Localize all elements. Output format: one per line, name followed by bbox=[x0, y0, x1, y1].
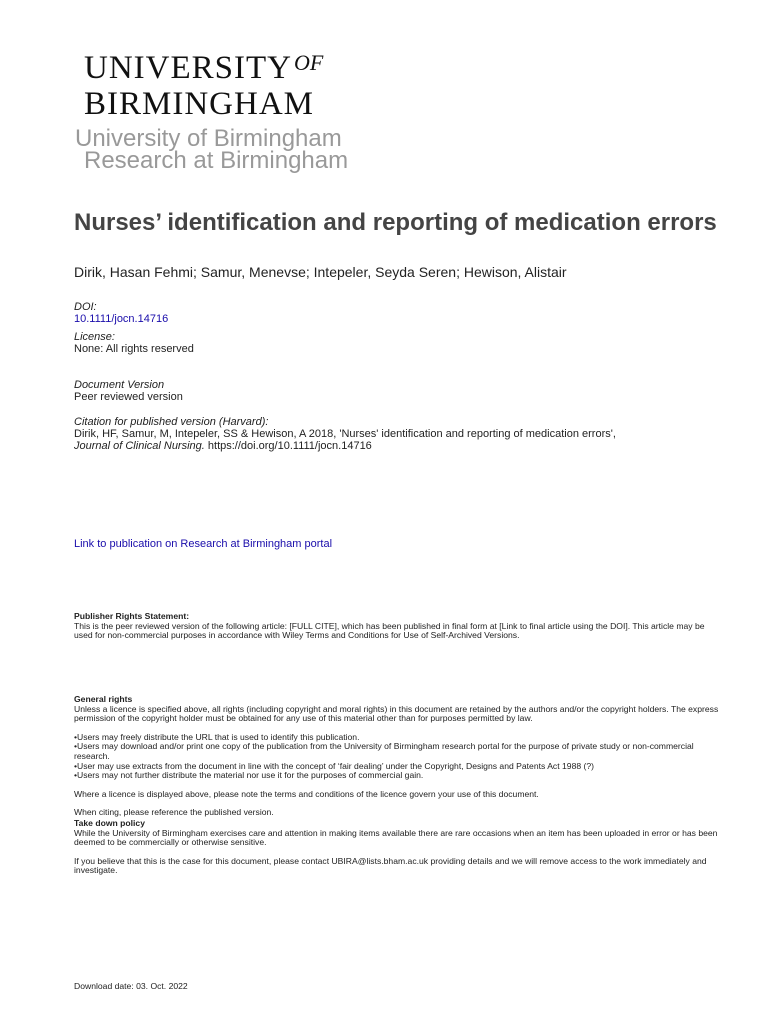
rights-bullet: •Users may download and/or print one copy of the publication from the University of Birmingham research portal for the purpose of private study or non-commercial research. bbox=[74, 741, 694, 761]
rights-bullet: •User may use extracts from the document in line with the concept of ‘fair dealing’ under the Copyright, Designs and Patents Act 1988 (?) bbox=[74, 760, 595, 771]
doi-link[interactable]: 10.1111/jocn.14716 bbox=[74, 313, 169, 325]
general-rights-section bbox=[74, 695, 724, 876]
licence-note: Where a licence is displayed above, please note the terms and conditions of the licence govern your use of this document. bbox=[74, 788, 539, 799]
citation-journal: Journal of Clinical Nursing. bbox=[74, 440, 205, 452]
logo-of: OF bbox=[293, 50, 324, 75]
general-rights-heading: General rights bbox=[74, 694, 133, 704]
repository-line-1: University of Birmingham bbox=[75, 125, 342, 152]
repository-name bbox=[75, 125, 349, 174]
download-date: Download date: 03. Oct. 2022 bbox=[74, 981, 188, 991]
publisher-rights-text: This is the peer reviewed version of the following article: [FULL CITE], which has been published in final form at [Link to final article using the DOI]. This article may be used for non-commercial purposes in accordance with Wiley Terms and Conditions for Use of Self-Archived Versions. bbox=[74, 620, 705, 641]
license-value: None: All rights reserved bbox=[74, 343, 194, 355]
takedown-heading: Take down policy bbox=[74, 817, 145, 828]
takedown-text: While the University of Birmingham exercises care and attention in making items available there are rare occasions when an item has been uploaded in error or has been deemed to be commercially or otherwise sensitive. bbox=[74, 827, 718, 848]
portal-link[interactable]: Link to publication on Research at Birmingham portal bbox=[74, 538, 333, 550]
authors: Dirik, Hasan Fehmi; Samur, Menevse; Intepeler, Seyda Seren; Hewison, Alistair bbox=[74, 264, 567, 280]
paper-title: Nurses’ identification and reporting of medication errors bbox=[74, 209, 717, 236]
general-rights-text: Unless a licence is specified above, all rights (including copyright and moral rights) in this document are retained by the authors and/or the copyright holders. The express permission of the copyright holder must be obtained for any use of this material other than for purposes permitted by law. bbox=[74, 703, 719, 724]
publisher-rights-heading: Publisher Rights Statement: bbox=[74, 611, 190, 621]
document-version-block bbox=[74, 379, 183, 403]
citation-url[interactable]: https://doi.org/10.1111/jocn.14716 bbox=[204, 440, 372, 452]
citation-text: Dirik, HF, Samur, M, Intepeler, SS & Hewison, A 2018, 'Nurses' identification and reporting of medication errors', bbox=[74, 428, 616, 440]
rights-bullet: •Users may not further distribute the material nor use it for the purposes of commercial gain. bbox=[74, 770, 424, 781]
repository-line-2: Research at Birmingham bbox=[84, 147, 349, 174]
logo-line-2: BIRMINGHAM bbox=[84, 86, 315, 122]
takedown-contact: If you believe that this is the case for this document, please contact UBIRA@lists.bham.ac.uk providing details and we will remove access to the work immediately and investigate. bbox=[74, 855, 707, 876]
citation-block bbox=[74, 416, 616, 452]
publisher-rights-section bbox=[74, 612, 724, 641]
license-label: License: bbox=[74, 331, 115, 343]
doi-block bbox=[74, 301, 168, 325]
logo-line-1: UNIVERSITY bbox=[84, 50, 292, 86]
document-version-label: Document Version bbox=[74, 379, 165, 391]
license-block bbox=[74, 331, 194, 355]
document-version-value: Peer reviewed version bbox=[74, 391, 183, 403]
rights-bullet: •Users may freely distribute the URL that is used to identify this publication. bbox=[74, 731, 360, 742]
citation-label: Citation for published version (Harvard): bbox=[74, 416, 269, 428]
doi-label: DOI: bbox=[74, 301, 97, 313]
citing-note: When citing, please reference the published version. bbox=[74, 807, 274, 818]
